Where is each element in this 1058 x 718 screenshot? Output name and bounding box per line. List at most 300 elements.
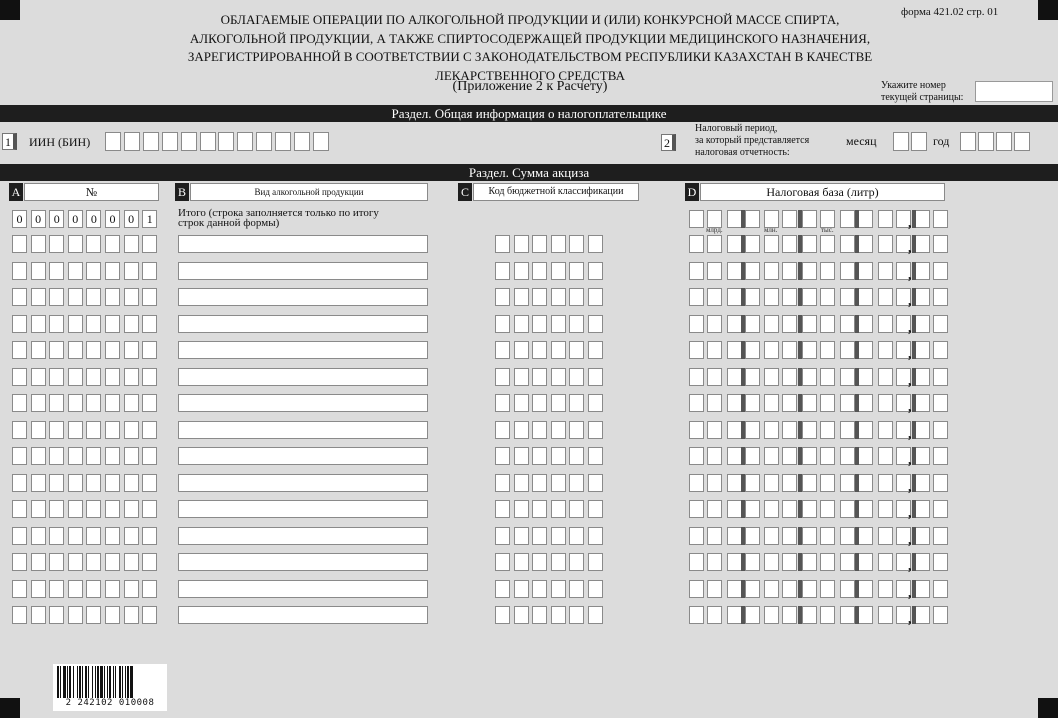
row-number-cell[interactable] xyxy=(12,606,27,624)
tax-base-digit-cell[interactable] xyxy=(915,288,930,306)
tax-base-digit-cell[interactable] xyxy=(915,235,930,253)
budget-code-cell[interactable] xyxy=(588,341,603,359)
tax-base-digit-cell[interactable] xyxy=(727,262,742,280)
row-number-cell[interactable] xyxy=(12,288,27,306)
year-digit-1[interactable] xyxy=(960,132,976,151)
row-number-cell[interactable] xyxy=(49,315,64,333)
tax-base-digit-cell[interactable] xyxy=(915,553,930,571)
row-number-cell[interactable] xyxy=(49,262,64,280)
tax-base-digit-cell[interactable] xyxy=(878,474,893,492)
tax-base-digit-cell[interactable] xyxy=(782,474,797,492)
tax-base-digit-cell[interactable] xyxy=(689,447,704,465)
row-number-cell[interactable] xyxy=(124,606,139,624)
tax-base-digit-cell[interactable] xyxy=(840,527,855,545)
row-number-cell[interactable] xyxy=(49,288,64,306)
budget-code-cell[interactable] xyxy=(588,262,603,280)
tax-base-digit-cell[interactable] xyxy=(858,315,873,333)
row-number-cell[interactable] xyxy=(49,235,64,253)
tax-base-digit-cell[interactable] xyxy=(707,606,722,624)
row-number-cell[interactable] xyxy=(31,447,46,465)
tax-base-digit-cell[interactable] xyxy=(915,368,930,386)
tax-base-digit-cell[interactable] xyxy=(745,474,760,492)
budget-code-cell[interactable] xyxy=(551,447,566,465)
tax-base-digit-cell[interactable] xyxy=(707,394,722,412)
tax-base-digit-cell[interactable] xyxy=(840,235,855,253)
row-number-cell[interactable] xyxy=(124,474,139,492)
tax-base-digit-cell[interactable] xyxy=(858,447,873,465)
row-number-cell[interactable] xyxy=(124,500,139,518)
tax-base-digit-cell[interactable] xyxy=(840,553,855,571)
tax-base-digit-cell[interactable] xyxy=(858,262,873,280)
tax-base-digit-cell[interactable] xyxy=(689,288,704,306)
row-number-cell[interactable] xyxy=(86,262,101,280)
budget-code-cell[interactable] xyxy=(588,447,603,465)
tax-base-digit-cell[interactable] xyxy=(745,368,760,386)
tax-base-digit-cell[interactable] xyxy=(933,474,948,492)
tax-base-digit-cell[interactable] xyxy=(707,447,722,465)
product-type-input[interactable] xyxy=(178,315,428,333)
row-number-cell[interactable] xyxy=(142,288,157,306)
row-number-cell[interactable] xyxy=(124,421,139,439)
tax-base-digit-cell[interactable] xyxy=(878,262,893,280)
row-number-cell[interactable] xyxy=(105,315,120,333)
total-tax-base-digit-cell[interactable] xyxy=(840,210,855,228)
row-number-cell[interactable] xyxy=(49,606,64,624)
row-number-cell[interactable] xyxy=(68,421,83,439)
budget-code-cell[interactable] xyxy=(514,474,529,492)
tax-base-digit-cell[interactable] xyxy=(915,500,930,518)
budget-code-cell[interactable] xyxy=(551,341,566,359)
page-number-input[interactable] xyxy=(975,81,1053,102)
tax-base-digit-cell[interactable] xyxy=(858,341,873,359)
tax-base-digit-cell[interactable] xyxy=(820,315,835,333)
tax-base-digit-cell[interactable] xyxy=(840,500,855,518)
tax-base-digit-cell[interactable] xyxy=(802,527,817,545)
tax-base-digit-cell[interactable] xyxy=(840,368,855,386)
iin-digit-cell[interactable] xyxy=(275,132,291,151)
tax-base-digit-cell[interactable] xyxy=(820,500,835,518)
row-number-cell[interactable] xyxy=(86,580,101,598)
row-number-cell[interactable] xyxy=(68,580,83,598)
budget-code-cell[interactable] xyxy=(514,262,529,280)
budget-code-cell[interactable] xyxy=(532,262,547,280)
tax-base-digit-cell[interactable] xyxy=(707,580,722,598)
budget-code-cell[interactable] xyxy=(495,500,510,518)
tax-base-digit-cell[interactable] xyxy=(820,580,835,598)
tax-base-digit-cell[interactable] xyxy=(878,527,893,545)
row-number-cell[interactable] xyxy=(12,580,27,598)
budget-code-cell[interactable] xyxy=(495,262,510,280)
row-number-cell[interactable] xyxy=(68,315,83,333)
row-number-cell[interactable] xyxy=(105,580,120,598)
total-tax-base-digit-cell[interactable] xyxy=(878,210,893,228)
tax-base-digit-cell[interactable] xyxy=(915,580,930,598)
row-number-cell[interactable] xyxy=(86,341,101,359)
row-number-cell[interactable] xyxy=(31,288,46,306)
tax-base-digit-cell[interactable] xyxy=(820,288,835,306)
row-number-cell[interactable] xyxy=(124,553,139,571)
row-number-cell[interactable] xyxy=(49,527,64,545)
budget-code-cell[interactable] xyxy=(495,394,510,412)
budget-code-cell[interactable] xyxy=(532,368,547,386)
product-type-input[interactable] xyxy=(178,341,428,359)
budget-code-cell[interactable] xyxy=(569,341,584,359)
row-number-cell[interactable] xyxy=(105,606,120,624)
budget-code-cell[interactable] xyxy=(514,553,529,571)
iin-digit-cell[interactable] xyxy=(143,132,159,151)
tax-base-digit-cell[interactable] xyxy=(745,262,760,280)
row-number-cell[interactable] xyxy=(31,394,46,412)
tax-base-digit-cell[interactable] xyxy=(689,368,704,386)
tax-base-digit-cell[interactable] xyxy=(915,315,930,333)
budget-code-cell[interactable] xyxy=(551,421,566,439)
tax-base-digit-cell[interactable] xyxy=(933,368,948,386)
budget-code-cell[interactable] xyxy=(532,235,547,253)
budget-code-cell[interactable] xyxy=(569,262,584,280)
tax-base-digit-cell[interactable] xyxy=(727,580,742,598)
budget-code-cell[interactable] xyxy=(514,315,529,333)
budget-code-cell[interactable] xyxy=(495,315,510,333)
budget-code-cell[interactable] xyxy=(514,500,529,518)
budget-code-cell[interactable] xyxy=(551,606,566,624)
tax-base-digit-cell[interactable] xyxy=(782,341,797,359)
budget-code-cell[interactable] xyxy=(551,315,566,333)
budget-code-cell[interactable] xyxy=(495,553,510,571)
tax-base-digit-cell[interactable] xyxy=(745,606,760,624)
tax-base-digit-cell[interactable] xyxy=(933,553,948,571)
tax-base-digit-cell[interactable] xyxy=(727,288,742,306)
tax-base-digit-cell[interactable] xyxy=(840,606,855,624)
budget-code-cell[interactable] xyxy=(532,447,547,465)
tax-base-digit-cell[interactable] xyxy=(764,553,779,571)
budget-code-cell[interactable] xyxy=(551,368,566,386)
tax-base-digit-cell[interactable] xyxy=(707,235,722,253)
tax-base-digit-cell[interactable] xyxy=(878,368,893,386)
row-number-cell[interactable] xyxy=(86,527,101,545)
budget-code-cell[interactable] xyxy=(532,394,547,412)
row-number-cell[interactable] xyxy=(12,474,27,492)
iin-digit-cell[interactable] xyxy=(162,132,178,151)
row-number-cell[interactable] xyxy=(68,553,83,571)
tax-base-digit-cell[interactable] xyxy=(802,288,817,306)
budget-code-cell[interactable] xyxy=(569,421,584,439)
tax-base-digit-cell[interactable] xyxy=(764,341,779,359)
tax-base-digit-cell[interactable] xyxy=(915,606,930,624)
budget-code-cell[interactable] xyxy=(588,500,603,518)
row-number-cell[interactable] xyxy=(49,447,64,465)
tax-base-digit-cell[interactable] xyxy=(689,421,704,439)
row-number-cell[interactable] xyxy=(124,235,139,253)
tax-base-digit-cell[interactable] xyxy=(727,474,742,492)
row-number-cell[interactable] xyxy=(31,500,46,518)
budget-code-cell[interactable] xyxy=(588,235,603,253)
row-number-cell[interactable] xyxy=(124,580,139,598)
tax-base-digit-cell[interactable] xyxy=(858,606,873,624)
tax-base-digit-cell[interactable] xyxy=(802,262,817,280)
total-tax-base-digit-cell[interactable] xyxy=(915,210,930,228)
tax-base-digit-cell[interactable] xyxy=(840,447,855,465)
tax-base-digit-cell[interactable] xyxy=(820,368,835,386)
row-number-cell[interactable] xyxy=(86,315,101,333)
tax-base-digit-cell[interactable] xyxy=(802,394,817,412)
tax-base-digit-cell[interactable] xyxy=(933,341,948,359)
product-type-input[interactable] xyxy=(178,580,428,598)
row-number-cell[interactable] xyxy=(124,527,139,545)
row-number-cell[interactable] xyxy=(142,527,157,545)
tax-base-digit-cell[interactable] xyxy=(707,527,722,545)
total-tax-base-digit-cell[interactable] xyxy=(745,210,760,228)
tax-base-digit-cell[interactable] xyxy=(915,474,930,492)
row-number-cell[interactable] xyxy=(12,235,27,253)
row-number-cell[interactable] xyxy=(86,368,101,386)
budget-code-cell[interactable] xyxy=(514,341,529,359)
tax-base-digit-cell[interactable] xyxy=(802,235,817,253)
tax-base-digit-cell[interactable] xyxy=(840,341,855,359)
row-number-cell[interactable] xyxy=(49,580,64,598)
row-number-cell[interactable] xyxy=(86,288,101,306)
tax-base-digit-cell[interactable] xyxy=(707,341,722,359)
budget-code-cell[interactable] xyxy=(588,394,603,412)
tax-base-digit-cell[interactable] xyxy=(782,553,797,571)
budget-code-cell[interactable] xyxy=(532,580,547,598)
product-type-input[interactable] xyxy=(178,262,428,280)
tax-base-digit-cell[interactable] xyxy=(689,315,704,333)
budget-code-cell[interactable] xyxy=(514,527,529,545)
tax-base-digit-cell[interactable] xyxy=(820,421,835,439)
row-number-cell[interactable] xyxy=(68,474,83,492)
row-number-cell[interactable] xyxy=(86,447,101,465)
tax-base-digit-cell[interactable] xyxy=(820,527,835,545)
row-number-cell[interactable] xyxy=(105,421,120,439)
budget-code-cell[interactable] xyxy=(532,341,547,359)
budget-code-cell[interactable] xyxy=(495,580,510,598)
tax-base-digit-cell[interactable] xyxy=(878,235,893,253)
row-number-cell[interactable] xyxy=(105,474,120,492)
iin-digit-cell[interactable] xyxy=(124,132,140,151)
budget-code-cell[interactable] xyxy=(495,341,510,359)
budget-code-cell[interactable] xyxy=(532,553,547,571)
row-number-cell[interactable] xyxy=(68,262,83,280)
tax-base-digit-cell[interactable] xyxy=(707,474,722,492)
row-number-cell[interactable] xyxy=(86,553,101,571)
iin-digit-cell[interactable] xyxy=(200,132,216,151)
budget-code-cell[interactable] xyxy=(551,262,566,280)
tax-base-digit-cell[interactable] xyxy=(707,500,722,518)
budget-code-cell[interactable] xyxy=(495,235,510,253)
year-digit-3[interactable] xyxy=(996,132,1012,151)
tax-base-digit-cell[interactable] xyxy=(707,288,722,306)
row-number-cell[interactable] xyxy=(142,500,157,518)
tax-base-digit-cell[interactable] xyxy=(858,235,873,253)
budget-code-cell[interactable] xyxy=(532,474,547,492)
budget-code-cell[interactable] xyxy=(551,580,566,598)
budget-code-cell[interactable] xyxy=(514,368,529,386)
budget-code-cell[interactable] xyxy=(495,421,510,439)
budget-code-cell[interactable] xyxy=(588,580,603,598)
budget-code-cell[interactable] xyxy=(588,553,603,571)
row-number-cell[interactable] xyxy=(31,421,46,439)
budget-code-cell[interactable] xyxy=(588,527,603,545)
tax-base-digit-cell[interactable] xyxy=(727,500,742,518)
tax-base-digit-cell[interactable] xyxy=(745,235,760,253)
row-number-cell[interactable] xyxy=(105,394,120,412)
total-tax-base-digit-cell[interactable] xyxy=(689,210,704,228)
tax-base-digit-cell[interactable] xyxy=(933,288,948,306)
tax-base-digit-cell[interactable] xyxy=(764,527,779,545)
tax-base-digit-cell[interactable] xyxy=(727,606,742,624)
tax-base-digit-cell[interactable] xyxy=(745,553,760,571)
tax-base-digit-cell[interactable] xyxy=(802,315,817,333)
tax-base-digit-cell[interactable] xyxy=(878,341,893,359)
budget-code-cell[interactable] xyxy=(569,606,584,624)
row-number-cell[interactable] xyxy=(68,447,83,465)
row-number-cell[interactable] xyxy=(142,606,157,624)
tax-base-digit-cell[interactable] xyxy=(689,553,704,571)
tax-base-digit-cell[interactable] xyxy=(858,527,873,545)
row-number-cell[interactable] xyxy=(124,447,139,465)
year-digit-2[interactable] xyxy=(978,132,994,151)
tax-base-digit-cell[interactable] xyxy=(802,606,817,624)
row-number-cell[interactable] xyxy=(68,341,83,359)
row-number-cell[interactable] xyxy=(31,527,46,545)
row-number-cell[interactable] xyxy=(142,368,157,386)
tax-base-digit-cell[interactable] xyxy=(878,394,893,412)
budget-code-cell[interactable] xyxy=(551,235,566,253)
row-number-cell[interactable] xyxy=(124,368,139,386)
total-tax-base-digit-cell[interactable] xyxy=(933,210,948,228)
row-number-cell[interactable] xyxy=(124,341,139,359)
row-number-cell[interactable] xyxy=(142,235,157,253)
row-number-cell[interactable] xyxy=(31,606,46,624)
product-type-input[interactable] xyxy=(178,288,428,306)
tax-base-digit-cell[interactable] xyxy=(878,447,893,465)
row-number-cell[interactable] xyxy=(31,315,46,333)
budget-code-cell[interactable] xyxy=(532,315,547,333)
row-number-cell[interactable] xyxy=(49,421,64,439)
tax-base-digit-cell[interactable] xyxy=(689,262,704,280)
tax-base-digit-cell[interactable] xyxy=(782,262,797,280)
iin-digit-cell[interactable] xyxy=(105,132,121,151)
tax-base-digit-cell[interactable] xyxy=(802,474,817,492)
tax-base-digit-cell[interactable] xyxy=(802,553,817,571)
month-digit-1[interactable] xyxy=(893,132,909,151)
row-number-cell[interactable] xyxy=(124,288,139,306)
tax-base-digit-cell[interactable] xyxy=(858,580,873,598)
row-number-cell[interactable] xyxy=(68,394,83,412)
row-number-cell[interactable] xyxy=(12,553,27,571)
tax-base-digit-cell[interactable] xyxy=(915,262,930,280)
row-number-cell[interactable] xyxy=(68,368,83,386)
tax-base-digit-cell[interactable] xyxy=(707,368,722,386)
product-type-input[interactable] xyxy=(178,368,428,386)
product-type-input[interactable] xyxy=(178,606,428,624)
budget-code-cell[interactable] xyxy=(532,421,547,439)
tax-base-digit-cell[interactable] xyxy=(689,235,704,253)
budget-code-cell[interactable] xyxy=(588,606,603,624)
total-tax-base-digit-cell[interactable] xyxy=(727,210,742,228)
row-number-cell[interactable] xyxy=(105,447,120,465)
tax-base-digit-cell[interactable] xyxy=(820,262,835,280)
row-number-cell[interactable] xyxy=(86,474,101,492)
tax-base-digit-cell[interactable] xyxy=(820,474,835,492)
tax-base-digit-cell[interactable] xyxy=(802,580,817,598)
tax-base-digit-cell[interactable] xyxy=(782,421,797,439)
tax-base-digit-cell[interactable] xyxy=(782,606,797,624)
tax-base-digit-cell[interactable] xyxy=(782,527,797,545)
tax-base-digit-cell[interactable] xyxy=(820,606,835,624)
budget-code-cell[interactable] xyxy=(588,474,603,492)
tax-base-digit-cell[interactable] xyxy=(745,580,760,598)
row-number-cell[interactable] xyxy=(124,394,139,412)
tax-base-digit-cell[interactable] xyxy=(878,315,893,333)
budget-code-cell[interactable] xyxy=(588,368,603,386)
tax-base-digit-cell[interactable] xyxy=(745,421,760,439)
tax-base-digit-cell[interactable] xyxy=(745,447,760,465)
row-number-cell[interactable] xyxy=(31,580,46,598)
tax-base-digit-cell[interactable] xyxy=(820,553,835,571)
budget-code-cell[interactable] xyxy=(569,474,584,492)
tax-base-digit-cell[interactable] xyxy=(933,235,948,253)
row-number-cell[interactable] xyxy=(105,341,120,359)
budget-code-cell[interactable] xyxy=(514,394,529,412)
tax-base-digit-cell[interactable] xyxy=(764,421,779,439)
row-number-cell[interactable] xyxy=(86,606,101,624)
tax-base-digit-cell[interactable] xyxy=(764,447,779,465)
tax-base-digit-cell[interactable] xyxy=(707,262,722,280)
budget-code-cell[interactable] xyxy=(495,368,510,386)
row-number-cell[interactable] xyxy=(142,341,157,359)
row-number-cell[interactable] xyxy=(31,341,46,359)
row-number-cell[interactable] xyxy=(68,235,83,253)
row-number-cell[interactable] xyxy=(12,527,27,545)
budget-code-cell[interactable] xyxy=(532,606,547,624)
budget-code-cell[interactable] xyxy=(514,288,529,306)
tax-base-digit-cell[interactable] xyxy=(689,341,704,359)
tax-base-digit-cell[interactable] xyxy=(745,288,760,306)
tax-base-digit-cell[interactable] xyxy=(802,341,817,359)
row-number-cell[interactable] xyxy=(31,368,46,386)
tax-base-digit-cell[interactable] xyxy=(764,315,779,333)
tax-base-digit-cell[interactable] xyxy=(820,341,835,359)
tax-base-digit-cell[interactable] xyxy=(858,288,873,306)
row-number-cell[interactable] xyxy=(142,421,157,439)
iin-digit-cell[interactable] xyxy=(218,132,234,151)
row-number-cell[interactable] xyxy=(49,553,64,571)
row-number-cell[interactable] xyxy=(49,500,64,518)
tax-base-digit-cell[interactable] xyxy=(840,580,855,598)
budget-code-cell[interactable] xyxy=(551,553,566,571)
product-type-input[interactable] xyxy=(178,474,428,492)
budget-code-cell[interactable] xyxy=(588,421,603,439)
iin-digit-cell[interactable] xyxy=(256,132,272,151)
tax-base-digit-cell[interactable] xyxy=(689,474,704,492)
product-type-input[interactable] xyxy=(178,394,428,412)
tax-base-digit-cell[interactable] xyxy=(689,500,704,518)
row-number-cell[interactable] xyxy=(142,474,157,492)
tax-base-digit-cell[interactable] xyxy=(878,288,893,306)
tax-base-digit-cell[interactable] xyxy=(933,394,948,412)
tax-base-digit-cell[interactable] xyxy=(782,500,797,518)
tax-base-digit-cell[interactable] xyxy=(858,394,873,412)
budget-code-cell[interactable] xyxy=(569,447,584,465)
row-number-cell[interactable] xyxy=(31,553,46,571)
tax-base-digit-cell[interactable] xyxy=(858,368,873,386)
tax-base-digit-cell[interactable] xyxy=(745,527,760,545)
tax-base-digit-cell[interactable] xyxy=(689,394,704,412)
budget-code-cell[interactable] xyxy=(514,421,529,439)
product-type-input[interactable] xyxy=(178,447,428,465)
tax-base-digit-cell[interactable] xyxy=(915,527,930,545)
